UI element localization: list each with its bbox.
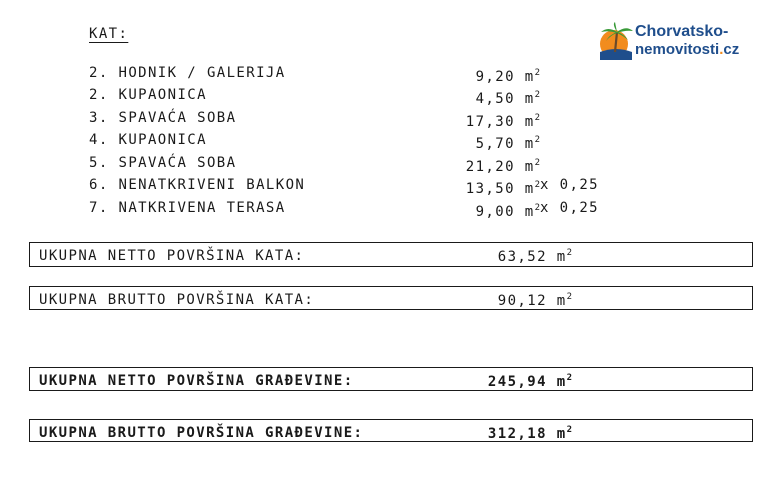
room-factor: x 0,25 <box>540 200 599 216</box>
unit-label: $m^2$ <box>556 292 572 309</box>
logo-line2 <box>635 41 739 58</box>
palm-island-icon <box>598 22 634 60</box>
total-label: UKUPNA NETTO POVRŠINA GRAĐEVINE: <box>39 373 354 389</box>
unit-label: $m^2$ <box>524 90 540 107</box>
room-label: 4. KUPAONICA <box>89 132 207 148</box>
room-area: 9,00 $m^2$ <box>475 203 540 220</box>
unit-label: $m^2$ <box>524 113 540 130</box>
unit-label: $m^2$ <box>524 68 540 85</box>
logo-domain: nemovitosti <box>635 41 720 58</box>
unit-label: $m^2$ <box>524 158 540 175</box>
room-label: 2. KUPAONICA <box>89 87 207 103</box>
total-label: UKUPNA BRUTTO POVRŠINA GRAĐEVINE: <box>39 425 364 441</box>
room-area: 9,20 $m^2$ <box>475 68 540 85</box>
room-area: 13,50 $m^2$ <box>465 180 540 197</box>
unit-label: $m^2$ <box>524 135 540 152</box>
total-box <box>29 367 753 391</box>
room-area: 21,20 $m^2$ <box>465 158 540 175</box>
logo-dot: . <box>719 41 724 58</box>
page-title: KAT: <box>89 26 129 42</box>
room-area: 5,70 $m^2$ <box>475 135 540 152</box>
unit-label: $m^2$ <box>556 425 572 442</box>
room-factor: x 0,25 <box>540 177 599 193</box>
total-value: 245,94 $m^2$ <box>487 373 572 390</box>
unit-label: $m^2$ <box>524 180 540 197</box>
total-value: 63,52 $m^2$ <box>497 248 572 265</box>
room-label: 2. HODNIK / GALERIJA <box>89 65 286 81</box>
room-label: 6. NENATKRIVENI BALKON <box>89 177 306 193</box>
unit-label: $m^2$ <box>524 203 540 220</box>
total-value: 90,12 $m^2$ <box>497 292 572 309</box>
unit-label: $m^2$ <box>556 373 572 390</box>
total-label: UKUPNA NETTO POVRŠINA KATA: <box>39 248 305 264</box>
unit-label: $m^2$ <box>556 248 572 265</box>
total-box <box>29 286 753 310</box>
total-label: UKUPNA BRUTTO POVRŠINA KATA: <box>39 292 315 308</box>
total-box <box>29 419 753 442</box>
logo-tld: cz <box>723 41 740 58</box>
room-area: 17,30 $m^2$ <box>465 113 540 130</box>
room-label: 7. NATKRIVENA TERASA <box>89 200 286 216</box>
room-label: 3. SPAVAĆA SOBA <box>89 110 237 126</box>
total-value: 312,18 $m^2$ <box>487 425 572 442</box>
total-box <box>29 242 753 267</box>
room-label: 5. SPAVAĆA SOBA <box>89 155 237 171</box>
brand-logo[interactable] <box>598 22 748 62</box>
logo-line1: Chorvatsko- <box>635 23 729 40</box>
room-area: 4,50 $m^2$ <box>475 90 540 107</box>
